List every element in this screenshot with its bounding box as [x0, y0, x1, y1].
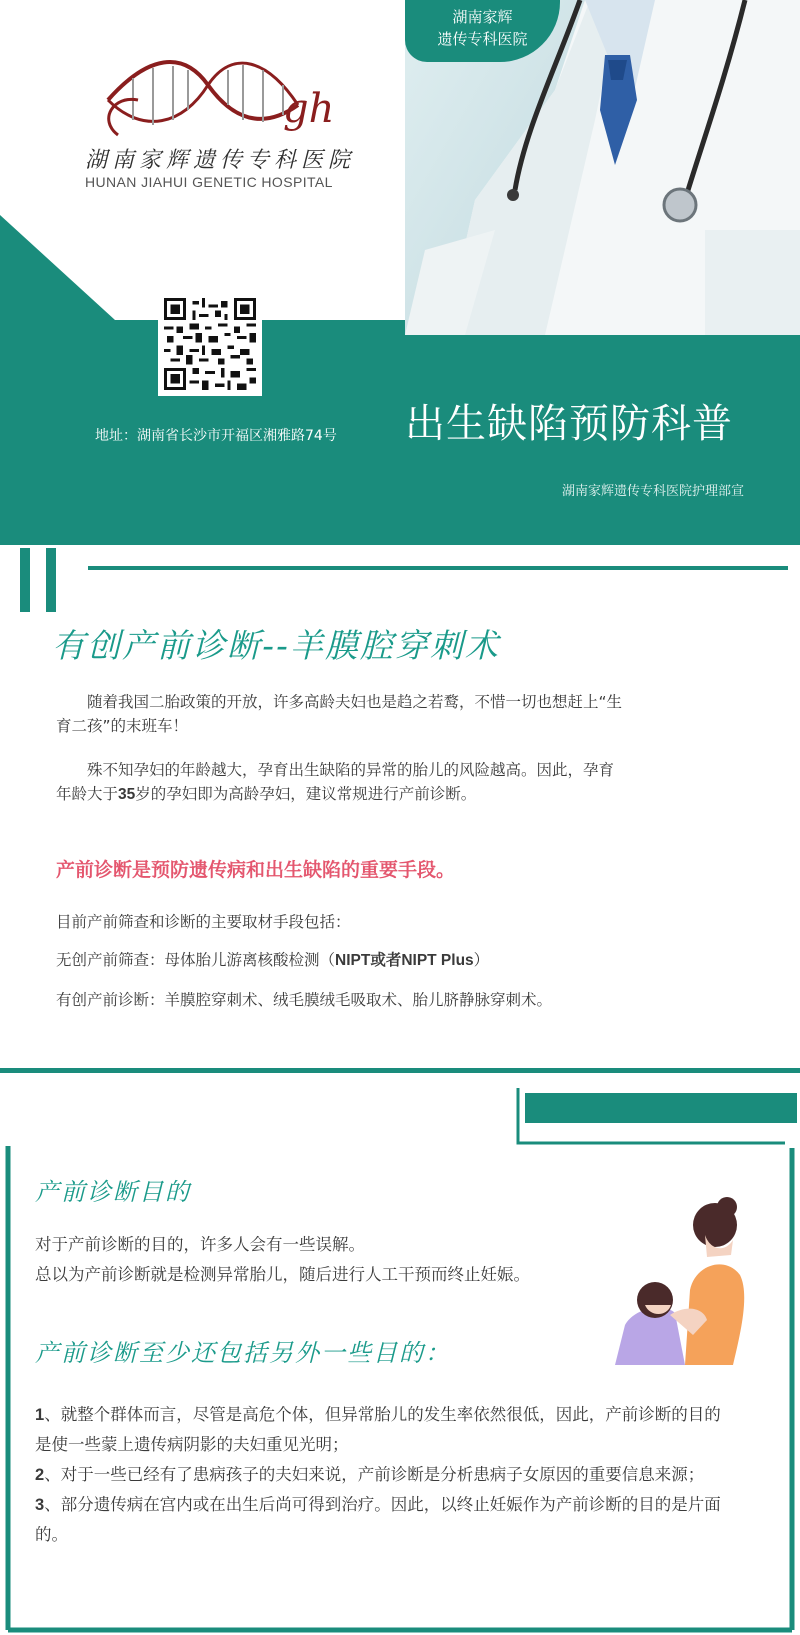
item-text: 、就整个群体而言，尽管是高危个体，但异常胎儿的发生率依然很低，因此，产前诊断的目的是使一些蒙上遗传病阴影的夫妇重见光明；	[35, 1405, 721, 1454]
decor-divider	[88, 566, 788, 570]
decor-bar-right	[46, 548, 56, 612]
emphasis-statement: 产前诊断是预防遗传病和出生缺陷的重要手段。	[56, 859, 456, 881]
item-text: 、部分遗传病在宫内或在出生后尚可得到治疗。因此，以终止妊娠作为产前诊断的目的是片面的。	[35, 1495, 721, 1544]
section1-paragraph-2	[56, 758, 626, 807]
list-intro: 目前产前筛查和诊断的主要取材手段包括：	[56, 913, 351, 931]
header-banner	[0, 0, 800, 545]
list-item	[35, 1460, 725, 1490]
item1-text-a: 无创产前筛查：母体胎儿游离核酸检测（	[56, 951, 336, 969]
item-number: 1	[35, 1406, 45, 1424]
list-item-invasive: 有创产前诊断：羊膜腔穿刺术、绒毛膜绒毛吸取术、胎儿脐静脉穿刺术。	[56, 991, 553, 1009]
para2-age-number: 35	[118, 786, 136, 803]
section2-paragraph-1: 对于产前诊断的目的，许多人会有一些误解。	[35, 1235, 365, 1254]
para2-text-b: 岁的孕妇即为高龄孕妇，建议常规进行产前诊断。	[135, 785, 477, 803]
address-text: 地址：湖南省长沙市开福区湘雅路74号	[95, 428, 337, 444]
list-item	[35, 1490, 725, 1550]
department-credit: 湖南家辉遗传专科医院护理部宣	[562, 484, 745, 499]
mother-child-illustration	[615, 1195, 755, 1370]
item-number: 2	[35, 1466, 45, 1484]
para2-text-a: 殊不知孕妇的年龄越大，孕育出生缺陷的异常的胎儿的风险越高。因此，孕育年龄大于	[56, 761, 615, 803]
logo-text: gh	[283, 86, 335, 132]
hospital-name-cn: 湖南家辉遗传专科医院	[85, 148, 356, 173]
purpose-list	[35, 1400, 725, 1550]
qr-code[interactable]	[158, 292, 262, 396]
item-number: 3	[35, 1496, 45, 1514]
section2-subheading: 产前诊断至少还包括另外一些目的：	[35, 1339, 451, 1367]
page-title: 出生缺陷预防科普	[405, 401, 733, 447]
section2-paragraph-2: 总以为产前诊断就是检测异常胎儿，随后进行人工干预而终止妊娠。	[35, 1265, 530, 1284]
section1-paragraph-1: 随着我国二胎政策的开放，许多高龄夫妇也是趋之若鹜，不惜一切也想赶上“生育二孩”的末班车！	[56, 693, 623, 735]
section2-heading: 产前诊断目的	[35, 1178, 191, 1206]
item1-test-name: NIPT或者NIPT Plus	[335, 952, 474, 969]
list-item-noninvasive	[56, 948, 489, 973]
badge-line-1: 湖南家辉	[452, 8, 513, 26]
item-text: 、对于一些已经有了患病孩子的夫妇来说，产前诊断是分析患病子女原因的重要信息来源；	[44, 1465, 705, 1484]
badge-line-2: 遗传专科医院	[437, 30, 528, 48]
decor-bar-left	[20, 548, 30, 612]
list-item	[35, 1400, 725, 1460]
item1-text-c: ）	[473, 951, 490, 969]
hospital-name-en: HUNAN JIAHUI GENETIC HOSPITAL	[85, 174, 333, 190]
section1-title: 有创产前诊断--羊膜腔穿刺术	[52, 626, 500, 665]
